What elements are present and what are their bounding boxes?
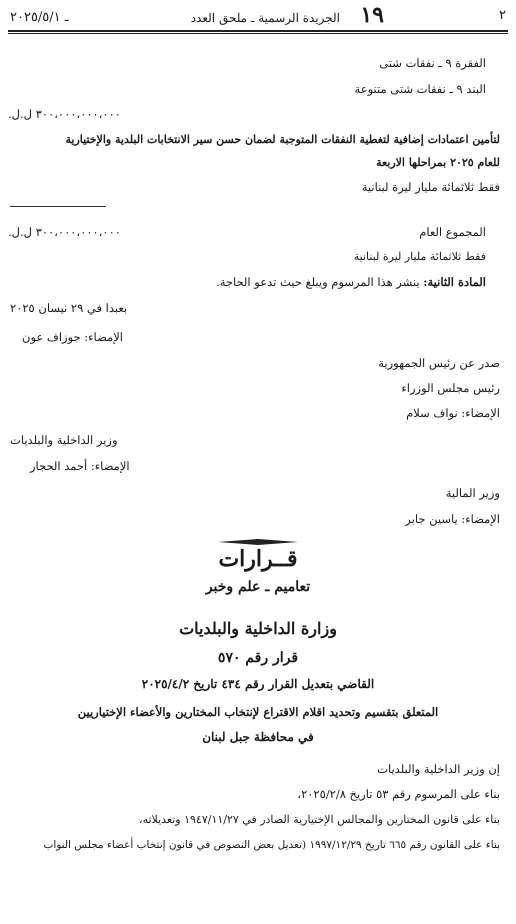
issue-date: ـ ٢٠٢٥/٥/١ xyxy=(10,10,69,25)
interior-minister-signature: الإمضاء: أحمد الحجار xyxy=(30,459,130,473)
finance-minister-title: وزير المالية xyxy=(445,486,500,500)
basis-2: بناء على قانون المختارين والمجالس الإختيارية الصادر في ١٩٤٧/١١/٢٧ وتعديلاته، xyxy=(139,813,500,826)
total-in-words: فقط ثلاثمائة مليار ليرة لبنانية xyxy=(353,250,486,263)
region-line: في محافظة جبل لبنان xyxy=(202,730,314,744)
ministry-heading: وزارة الداخلية والبلديات xyxy=(179,619,337,638)
paragraph-line: الفقرة ٩ ـ نفقات شتى xyxy=(379,56,486,70)
gazette-title: الجريدة الرسمية ـ ملحق العدد xyxy=(190,11,340,25)
clause-line: البند ٩ ـ نفقات شتى متنوعة xyxy=(354,82,486,96)
page-number: ٢ xyxy=(499,8,506,23)
basis-3: بناء على القانون رقم ٦٦٥ تاريخ ١٩٩٧/١٢/٢٩ (تعديل بعض النصوص في قانون إنتخاب أعضاء مجلس النواب xyxy=(43,839,500,851)
article-two xyxy=(216,275,486,289)
basis-1: بناء على المرسوم رقم ٥٣ تاريخ ٢٠٢٥/٢/٨، xyxy=(297,787,500,801)
issued-by: صدر عن رئيس الجمهورية xyxy=(378,356,500,370)
pm-title: رئيس مجلس الوزراء xyxy=(401,381,500,395)
decisions-subheading: تعاميم ـ علم وخبر xyxy=(205,579,311,595)
header-rule xyxy=(8,30,508,32)
baabda-date: بعبدا في ٢٩ نيسان ٢٠٢٥ xyxy=(10,301,128,315)
finance-minister-signature: الإمضاء: ياسين جابر xyxy=(405,512,500,526)
article-text: ينشر هذا المرسوم ويبلغ حيث تدعو الحاجة. xyxy=(216,275,420,289)
amount: ٣٠٠،٠٠٠،٠٠٠،٠٠٠ ل.ل. xyxy=(8,107,121,121)
issue-number: ١٩ xyxy=(360,2,384,28)
interior-minister-title: وزير الداخلية والبلديات xyxy=(10,433,118,447)
purpose-line-2: للعام ٢٠٢٥ بمراحلها الاربعة xyxy=(376,156,500,169)
amount-in-words: فقط ثلاثمائة مليار ليرة لبنانية xyxy=(361,180,500,194)
article-label: المادة الثانية: xyxy=(423,275,486,289)
ornament-divider xyxy=(218,539,298,545)
purpose-line-1: لتأمين اعتمادات إضافية لتغطية النفقات المتوجبة لضمان حسن سير الانتخابات البلدية والإختيارية xyxy=(65,133,500,146)
pm-signature: الإمضاء: نواف سلام xyxy=(406,406,500,420)
total-label: المجموع العام xyxy=(419,225,486,239)
sum-rule xyxy=(10,206,106,207)
amend-line: القاضي بتعديل القرار رقم ٤٣٤ تاريخ ٢٠٢٥/٤/٢ xyxy=(141,677,375,691)
decisions-heading: قــرارات xyxy=(218,546,298,572)
related-line: المتعلق بتقسيم وتحديد اقلام الاقتراع لإنتخاب المختارين والأعضاء الإختياريين xyxy=(77,705,439,719)
president-signature: الإمضاء: جوزاف عون xyxy=(22,330,123,344)
total-amount: ٣٠٠،٠٠٠،٠٠٠،٠٠٠ ل.ل. xyxy=(8,225,121,239)
minister-intro: إن وزير الداخلية والبلديات xyxy=(377,762,500,776)
header-rule-thin xyxy=(8,33,508,34)
decision-number: قرار رقم ٥٧٠ xyxy=(217,650,299,666)
